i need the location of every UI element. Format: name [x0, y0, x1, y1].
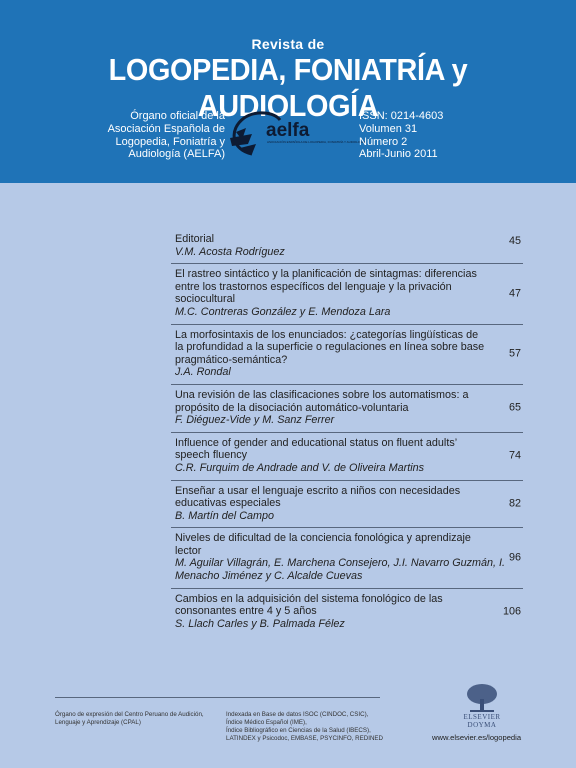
article-authors: B. Martín del Campo: [175, 509, 275, 522]
article-title: La morfosintaxis de los enunciados: ¿categorías lingüísticas de la profundidad a la superficie o regulaciones en línea sobre base pragmático-semántica?: [175, 328, 485, 366]
article-title: Cambios en la adquisición del sistema fonológico de las consonantes entre 4 y 5 años: [175, 592, 443, 618]
aelfa-logo: [222, 110, 366, 160]
footer-indexing: Indexada en Base de datos ISOC (CINDOC, CSIC), Índice Médico Español (IME), Índice Bibliográfico en Ciencias de la Salud (IBECS), LATINDEX y Psicodoc, EMBASE, PSYCINFO, REDINED: [226, 711, 384, 742]
issue-info: [359, 110, 443, 161]
toc-item[interactable]: [171, 385, 523, 433]
article-authors: S. Llach Carles y B. Palmada Félez: [175, 617, 345, 630]
article-title: Una revisión de las clasificaciones sobre los automatismos: a propósito de la disociación automático-voluntaria: [175, 388, 469, 414]
issn: ISSN: 0214-4603: [359, 110, 444, 122]
article-authors: M. Aguilar Villagrán, E. Marchena Consejero, J.I. Navarro Guzmán, I. Menacho Jiménez y C. Alcalde Cuevas: [175, 557, 506, 583]
aelfa-logo-subtext: ASOCIACIÓN ESPAÑOLA DE LOGOPEDIA, FONIATRÍA Y AUDIOLOGÍA: [267, 140, 366, 144]
article-title: El rastreo sintáctico y la planificación de sintagmas: diferencias entre los trastornos específicos del lenguaje y la privación sociocultural: [175, 268, 477, 306]
article-page: 82: [508, 497, 521, 510]
toc-item[interactable]: [171, 231, 523, 264]
toc-item[interactable]: [171, 589, 523, 636]
toc-item[interactable]: [171, 325, 523, 385]
journal-header: [0, 0, 576, 183]
table-of-contents: [171, 231, 523, 635]
toc-item[interactable]: [171, 264, 523, 324]
article-page: 74: [508, 449, 521, 462]
article-page: 47: [508, 287, 521, 300]
footer-cpal-note: Órgano de expresión del Centro Peruano de Audición, Lenguaje y Aprendizaje (CPAL): [55, 711, 204, 726]
journal-url[interactable]: www.elsevier.es/logopedia: [432, 733, 522, 742]
volume: Volumen 31: [359, 122, 418, 135]
article-title: Editorial: [175, 233, 215, 245]
number: Número 2: [359, 135, 408, 148]
publisher-imprint: DOYMA: [467, 721, 497, 729]
article-page: 96: [508, 551, 521, 564]
revista-label: Revista de: [251, 36, 325, 52]
article-authors: J.A. Rondal: [175, 366, 231, 379]
toc-item[interactable]: [171, 481, 523, 529]
publisher-name: ELSEVIER: [463, 713, 501, 721]
article-page: 57: [508, 347, 521, 360]
aelfa-logo-text: aelfa: [266, 120, 310, 141]
date: Abril-Junio 2011: [359, 148, 438, 161]
elsevier-tree-icon: [462, 683, 502, 713]
toc-item[interactable]: [171, 433, 523, 481]
article-page: 65: [508, 402, 521, 415]
article-authors: F. Diéguez-Vide y M. Sanz Ferrer: [175, 414, 335, 427]
article-title: Influence of gender and educational status on fluent adults’ speech fluency: [175, 436, 457, 462]
footer-divider: [55, 697, 380, 698]
article-page: 45: [508, 235, 521, 247]
article-title: Niveles de dificultad de la conciencia fonológica y aprendizaje lector: [175, 532, 471, 557]
elsevier-logo: [446, 683, 518, 729]
article-page: 106: [502, 605, 521, 618]
article-title: Enseñar a usar el lenguaje escrito a niños con necesidades educativas especiales: [175, 484, 461, 510]
toc-item[interactable]: [171, 528, 523, 588]
article-authors: V.M. Acosta Rodríguez: [175, 245, 285, 258]
organo-oficial: Órgano oficial de la Asociación Española de Logopedia, Foniatría y Audiología (AELFA): [107, 110, 225, 161]
article-authors: M.C. Contreras González y E. Mendoza Lara: [175, 305, 391, 318]
journal-title: LOGOPEDIA, FONIATRÍA y AUDIOLOGÍA: [108, 52, 468, 123]
article-authors: C.R. Furquim de Andrade and V. de Oliveira Martins: [175, 461, 425, 474]
